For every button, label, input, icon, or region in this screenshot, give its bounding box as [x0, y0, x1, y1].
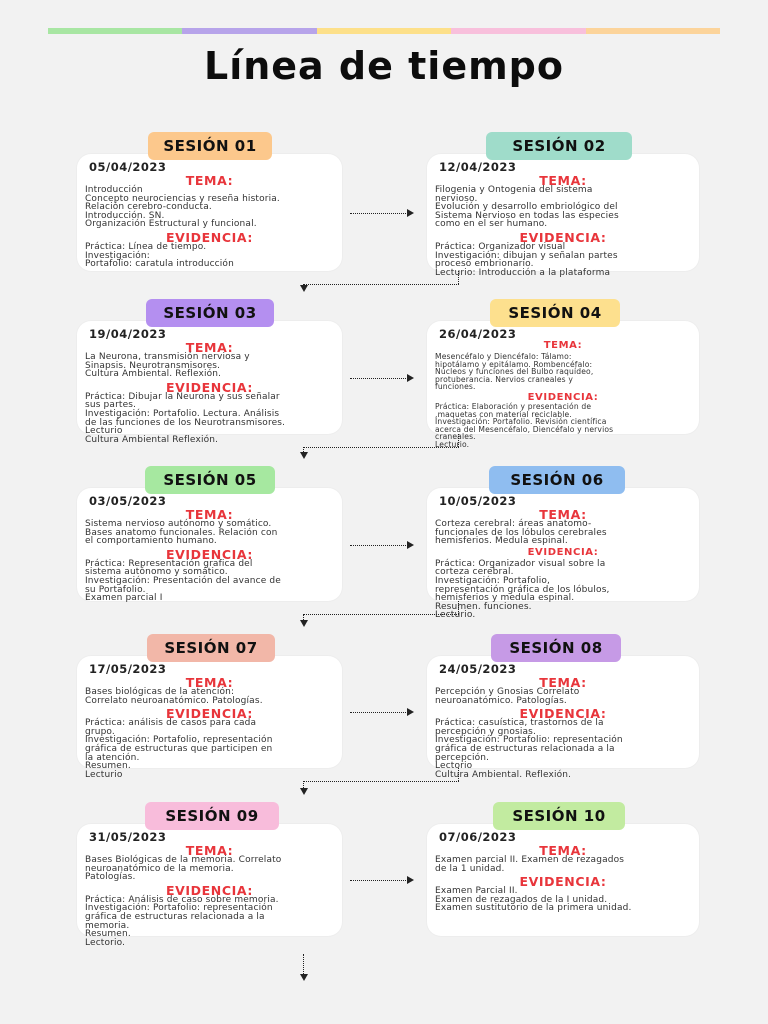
evidencia-text: Práctica: Elaboración y presentación de ,maquetas con material reciclable. Investigación: Portafolio. Revisión científica acerca del Mesencéfalo, Diencéfalo y nervios craneales. Lecturio.: [435, 402, 614, 449]
session-date: 24/05/2023: [439, 662, 517, 676]
tema-heading: TEMA:: [185, 173, 234, 188]
connector-line: [303, 781, 459, 782]
session-date: 05/04/2023: [89, 160, 167, 174]
tema-text: Filogenia y Ontogenia del sistema nervioso. Evolución y desarrollo embriológico del Sistema Nervioso en todas las especies como en el ser humano.: [435, 185, 619, 230]
page-title: Línea de tiempo: [203, 44, 564, 88]
session-label: SESIÓN 05: [145, 466, 275, 494]
tema-heading: TEMA:: [185, 843, 234, 858]
stripe-segment: [182, 28, 316, 34]
connector-line: [458, 768, 459, 781]
arrow-right-icon: [350, 545, 412, 546]
evidencia-heading: EVIDENCIA:: [166, 546, 253, 562]
connector-line: [458, 601, 459, 614]
arrow-down-icon: [303, 781, 304, 792]
session-date: 03/05/2023: [89, 494, 167, 508]
connector-line: [458, 434, 459, 447]
evidencia-heading: EVIDENCIA:: [166, 230, 253, 245]
color-stripe: [48, 28, 720, 34]
evidencia-text: Práctica: Línea de tiempo. Investigación: Portafolio: caratula introducción: [85, 242, 234, 270]
evidencia-heading: EVIDENCIA:: [166, 882, 253, 898]
arrow-down-icon: [303, 954, 304, 978]
session-date: 12/04/2023: [439, 160, 517, 174]
tema-text: Bases biológicas de la atención: Correlato neuroanatómico. Patologías.: [85, 687, 263, 706]
session-label: SESIÓN 10: [493, 802, 625, 830]
tema-text: Bases Biológicas de la memoria. Correlato neuroanatómico de la memoria. Patologías.: [85, 855, 282, 883]
evidencia-text: Práctica: Dibujar la Neurona y sus señalar sus partes. Investigación: Portafolio. Lectura. Análisis de las funciones de los Neurotransmisores. Lecturio Cultura Ambiental Reflexión.: [85, 391, 286, 445]
tema-heading: TEMA:: [185, 507, 234, 522]
evidencia-text: Práctica: casuística, trastornos de la percepción y gnosias. Investigación: Portafolio: representación gráfica de estructuras relacionada a la percepción. Lectorio Cultura Ambiental. Reflexión.: [435, 718, 623, 780]
connector-line: [303, 284, 459, 285]
session-label: SESIÓN 01: [148, 132, 272, 160]
stripe-segment: [317, 28, 451, 34]
arrow-down-icon: [303, 284, 304, 289]
evidencia-heading: EVIDENCIA:: [166, 379, 253, 395]
tema-text: Introducción Concepto neurociencias y reseña historia. Relación cerebro-conducta. Introducción. SN. Organización Estructural y funcional.: [85, 185, 280, 230]
evidencia-text: Práctica: Representación grafica del sistema autónomo y somático. Investigación: Presentación del avance de su Portafolio. Examen parcial I: [85, 558, 281, 604]
session-label: SESIÓN 02: [486, 132, 632, 160]
tema-text: La Neurona, transmisión nerviosa y Sinapsis. Neurotransmisores. Cultura Ambiental. Reflexión.: [85, 352, 250, 380]
evidencia-heading: EVIDENCIA:: [527, 392, 599, 403]
arrow-right-icon: [350, 213, 412, 214]
tema-heading: TEMA:: [539, 173, 587, 188]
session-date: 19/04/2023: [89, 327, 167, 341]
session-date: 07/06/2023: [439, 830, 517, 844]
session-date: 31/05/2023: [89, 830, 167, 844]
tema-heading: TEMA:: [539, 507, 587, 522]
tema-heading: TEMA:: [539, 843, 587, 858]
evidencia-heading: EVIDENCIA:: [519, 874, 607, 890]
session-label: SESIÓN 09: [145, 802, 279, 830]
stripe-segment: [586, 28, 720, 34]
connector-line: [303, 614, 459, 615]
session-label: SESIÓN 03: [146, 299, 274, 327]
arrow-right-icon: [350, 880, 412, 881]
arrow-down-icon: [303, 447, 304, 456]
tema-heading: TEMA:: [539, 675, 587, 690]
tema-text: Mesencéfalo y Diencéfalo: Tálamo: hipotálamo y epitálamo. Rombencéfalo: Núcleos y funciones del Bulbo raquídeo, protuberancia. Nervios craneales y funciones.: [435, 352, 594, 392]
evidencia-heading: EVIDENCIA:: [519, 706, 607, 722]
stripe-segment: [48, 28, 182, 34]
evidencia-text: Práctica: Organizador visual sobre la corteza cerebral. Investigación: Portafolio, representación gráfica de los lóbulos, hemisferios y medula espinal. Resumen. funciones. Lecturio.: [435, 558, 610, 621]
tema-heading: TEMA:: [543, 340, 583, 351]
tema-text: Percepción y Gnosias Correlato neuroanatómico. Patologías.: [435, 687, 580, 706]
session-label: SESIÓN 08: [491, 634, 621, 662]
stripe-segment: [451, 28, 585, 34]
evidencia-text: Práctica: Organizador visual Investigación: dibujan y señalan partes proceso embrionario. Lecturio: Introducción a la plataforma: [435, 242, 618, 278]
evidencia-heading: EVIDENCIA:: [166, 706, 253, 722]
session-label: SESIÓN 06: [489, 466, 625, 494]
tema-text: Corteza cerebral: áreas anatomo- funcionales de los lóbulos cerebrales hemisferios. Medula espinal.: [435, 519, 607, 547]
arrow-down-icon: [303, 614, 304, 624]
arrow-right-icon: [350, 712, 412, 713]
evidencia-heading: EVIDENCIA:: [519, 230, 607, 245]
session-date: 10/05/2023: [439, 494, 517, 508]
connector-line: [303, 447, 459, 448]
evidencia-heading: EVIDENCIA:: [527, 546, 599, 558]
evidencia-text: Práctica: Análisis de caso sobre memoria. Investigación: Portafolio: representación gráfica de estructuras relacionada a la memoria. Resumen. Lectorio.: [85, 894, 279, 948]
arrow-right-icon: [350, 378, 412, 379]
session-date: 17/05/2023: [89, 662, 167, 676]
tema-text: Sistema nervioso autónomo y somático. Bases anatomo funcionales. Relación con el comportamiento humano.: [85, 519, 278, 547]
tema-text: Examen parcial II. Examen de rezagados de la 1 unidad.: [435, 855, 625, 874]
connector-line: [458, 271, 459, 284]
tema-heading: TEMA:: [185, 675, 234, 690]
session-date: 26/04/2023: [439, 327, 517, 341]
evidencia-text: Práctica: análisis de casos para cada grupo. Investigación: Portafolio, representación gráfica de estructuras que participen en la atención. Resumen. Lecturio: [85, 718, 273, 780]
session-label: SESIÓN 04: [490, 299, 620, 327]
evidencia-text: Examen Parcial II. Examen de rezagados de la I unidad. Examen sustitutorio de la primera unidad.: [435, 886, 632, 914]
session-label: SESIÓN 07: [147, 634, 275, 662]
tema-heading: TEMA:: [185, 340, 234, 355]
